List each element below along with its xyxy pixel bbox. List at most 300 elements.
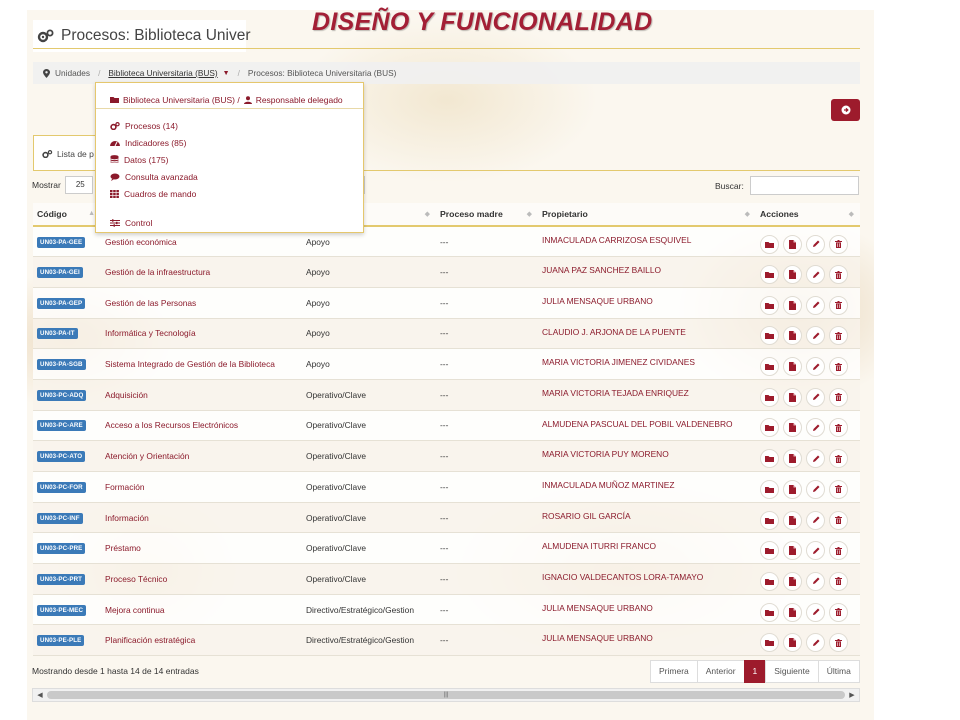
code-badge: UN03-PC-ADQ — [37, 390, 86, 401]
process-link[interactable]: Gestión de la infraestructura — [105, 267, 211, 278]
dropdown-items — [96, 109, 363, 231]
row-action-trash-button[interactable] — [829, 449, 848, 468]
code-badge: UN03-PC-FOR — [37, 482, 86, 493]
header-divider — [33, 48, 860, 49]
row-action-pencil-button[interactable] — [806, 480, 825, 499]
row-action-pencil-button[interactable] — [806, 388, 825, 407]
cell-actions — [756, 441, 860, 472]
row-action-pencil-button[interactable] — [806, 511, 825, 530]
cell-type: Operativo/Clave — [302, 441, 436, 472]
cell-type: Apoyo — [302, 226, 436, 257]
code-badge: UN03-PC-ARE — [37, 420, 86, 431]
code-badge: UN03-PC-PRT — [37, 574, 85, 585]
trash-icon — [835, 363, 842, 371]
trash-icon — [835, 577, 842, 585]
cell-parent: --- — [436, 441, 538, 472]
table-row — [33, 287, 860, 318]
code-badge: UN03-PC-INF — [37, 513, 83, 524]
pencil-icon — [812, 516, 820, 524]
row-action-trash-button[interactable] — [829, 541, 848, 560]
pencil-icon — [812, 271, 820, 279]
show-label: Mostrar — [32, 180, 61, 190]
row-action-file-button[interactable] — [783, 296, 802, 315]
process-link[interactable]: Proceso Técnico — [105, 573, 168, 584]
gears-icon — [42, 150, 53, 158]
pencil-icon — [812, 485, 820, 493]
cell-parent: --- — [436, 533, 538, 564]
cell-parent: --- — [436, 594, 538, 625]
dropdown-item-datos[interactable] — [96, 151, 363, 168]
row-action-file-button[interactable] — [783, 603, 802, 622]
cell-owner: ALMUDENA PASCUAL DEL POBIL VALDENEBRO — [538, 410, 756, 441]
trash-icon — [835, 301, 842, 309]
row-action-trash-button[interactable] — [829, 357, 848, 376]
row-action-file-button[interactable] — [783, 572, 802, 591]
cell-owner: CLAUDIO J. ARJONA DE LA PUENTE — [538, 318, 756, 349]
code-badge: UN03-PC-PRE — [37, 543, 85, 554]
row-actions — [760, 413, 860, 437]
file-icon — [789, 516, 796, 525]
table-row — [33, 379, 860, 410]
pencil-icon — [812, 577, 820, 585]
row-actions — [760, 444, 860, 468]
cell-type: Apoyo — [302, 257, 436, 288]
cell-type: Directivo/Estratégico/Gestion — [302, 625, 436, 656]
caret-down-icon[interactable]: ▼ — [222, 69, 230, 77]
code-badge: UN03-PA-SGB — [37, 359, 86, 370]
row-action-folder-button[interactable] — [760, 603, 779, 622]
cell-owner: INMACULADA CARRIZOSA ESQUIVEL — [538, 226, 756, 257]
row-action-folder-button[interactable] — [760, 511, 779, 530]
code-badge: UN03-PA-GEP — [37, 298, 85, 309]
process-link[interactable]: Atención y Orientación — [105, 451, 190, 462]
cell-actions — [756, 594, 860, 625]
trash-icon — [835, 332, 842, 340]
row-action-pencil-button[interactable] — [806, 296, 825, 315]
process-link[interactable]: Acceso a los Recursos Electrónicos — [105, 420, 239, 431]
cell-actions — [756, 257, 860, 288]
breadcrumb-separator: / — [237, 68, 240, 78]
page-title: Procesos: Biblioteca Univer — [61, 27, 251, 44]
folder-icon — [765, 547, 774, 554]
cell-owner: IGNACIO VALDECANTOS LORA-TAMAYO — [538, 564, 756, 595]
col-header-proceso-madre[interactable]: Proceso madre ◆ — [436, 203, 538, 226]
processes-table — [33, 203, 860, 656]
dropdown-item-consulta[interactable] — [96, 168, 363, 185]
cell-actions — [756, 318, 860, 349]
cell-type: Operativo/Clave — [302, 410, 436, 441]
row-action-pencil-button[interactable] — [806, 603, 825, 622]
cell-code — [33, 533, 101, 564]
dropdown-unit[interactable]: Biblioteca Universitaria (BUS) / — [123, 94, 240, 105]
process-link[interactable]: Mejora continua — [105, 604, 165, 615]
table-row — [33, 594, 860, 625]
search-control — [715, 176, 859, 195]
cell-name — [101, 379, 302, 410]
search-label: Buscar: — [715, 180, 744, 191]
sort-icon: ◆ — [744, 211, 750, 218]
database-icon — [110, 155, 119, 164]
cell-parent: --- — [436, 472, 538, 503]
row-action-trash-button[interactable] — [829, 511, 848, 530]
cell-owner: JULIA MENSAQUE URBANO — [538, 287, 756, 318]
dropdown-item-procesos[interactable] — [96, 117, 363, 134]
trash-icon — [835, 547, 842, 555]
row-action-pencil-button[interactable] — [806, 418, 825, 437]
cell-actions — [756, 472, 860, 503]
folder-icon — [765, 302, 774, 309]
row-action-pencil-button[interactable] — [806, 235, 825, 254]
scroll-thumb[interactable]: ||| — [47, 691, 845, 699]
breadcrumb-unit-dropdown[interactable]: Biblioteca Universitaria (BUS) — [108, 68, 218, 78]
cell-name — [101, 594, 302, 625]
code-badge: UN03-PC-ATO — [37, 451, 85, 462]
cell-name — [101, 502, 302, 533]
code-badge: UN03-PE-PLE — [37, 635, 84, 646]
row-actions — [760, 291, 860, 315]
table-row — [33, 257, 860, 288]
process-link[interactable]: Gestión económica — [105, 236, 177, 247]
dashboard-icon — [110, 139, 120, 147]
row-action-pencil-button[interactable] — [806, 265, 825, 284]
row-action-folder-button[interactable] — [760, 633, 779, 652]
dropdown-item-label: Indicadores (85) — [125, 137, 187, 148]
row-action-file-button[interactable] — [783, 265, 802, 284]
row-action-folder-button[interactable] — [760, 388, 779, 407]
sort-icon: ▲ — [88, 210, 95, 217]
sort-icon: ◆ — [424, 211, 430, 218]
cell-code — [33, 287, 101, 318]
row-action-folder-button[interactable] — [760, 449, 779, 468]
tab-label: Lista de p — [57, 148, 94, 159]
trash-icon — [835, 608, 842, 616]
row-actions — [760, 383, 860, 407]
cell-owner: MARIA VICTORIA PUY MORENO — [538, 441, 756, 472]
cell-code — [33, 226, 101, 257]
table-row — [33, 410, 860, 441]
process-link[interactable]: Planificación estratégica — [105, 635, 196, 646]
cell-actions — [756, 379, 860, 410]
folder-icon — [110, 96, 119, 103]
pencil-icon — [812, 639, 820, 647]
cell-actions — [756, 502, 860, 533]
trash-icon — [835, 516, 842, 524]
pagination — [651, 660, 860, 683]
cell-code — [33, 257, 101, 288]
file-icon — [789, 423, 796, 432]
cell-parent: --- — [436, 349, 538, 380]
cell-owner: ALMUDENA ITURRI FRANCO — [538, 533, 756, 564]
row-action-pencil-button[interactable] — [806, 357, 825, 376]
row-actions — [760, 321, 860, 345]
sort-icon: ◆ — [526, 211, 532, 218]
row-action-pencil-button[interactable] — [806, 449, 825, 468]
cell-type: Directivo/Estratégico/Gestion — [302, 594, 436, 625]
folder-icon — [765, 609, 774, 616]
pager-first[interactable]: Primera — [650, 660, 698, 683]
folder-icon — [765, 394, 774, 401]
row-action-folder-button[interactable] — [760, 265, 779, 284]
cell-parent: --- — [436, 502, 538, 533]
cell-actions — [756, 226, 860, 257]
file-icon — [789, 608, 796, 617]
table-row — [33, 502, 860, 533]
cell-type: Operativo/Clave — [302, 502, 436, 533]
cell-name — [101, 349, 302, 380]
cell-code — [33, 625, 101, 656]
table-row — [33, 441, 860, 472]
dropdown-item-label: Control — [125, 217, 153, 228]
cell-parent: --- — [436, 410, 538, 441]
scroll-right-arrow-icon[interactable]: ▶ — [849, 692, 855, 699]
file-icon — [789, 301, 796, 310]
col-header-codigo[interactable]: Código ▲ — [33, 203, 101, 226]
file-icon — [789, 577, 796, 586]
cell-name — [101, 257, 302, 288]
row-action-file-button[interactable] — [783, 541, 802, 560]
cell-parent: --- — [436, 287, 538, 318]
row-action-trash-button[interactable] — [829, 572, 848, 591]
pencil-icon — [812, 424, 820, 432]
trash-icon — [835, 455, 842, 463]
row-action-trash-button[interactable] — [829, 480, 848, 499]
table-row — [33, 349, 860, 380]
table-row — [33, 533, 860, 564]
row-action-trash-button[interactable] — [829, 265, 848, 284]
pencil-icon — [812, 393, 820, 401]
grid-icon — [110, 190, 119, 198]
file-icon — [789, 454, 796, 463]
table-row — [33, 318, 860, 349]
cell-type: Apoyo — [302, 349, 436, 380]
process-link[interactable]: Sistema Integrado de Gestión de la Biblioteca — [105, 359, 275, 370]
cell-type: Apoyo — [302, 287, 436, 318]
cell-code — [33, 472, 101, 503]
folder-icon — [765, 517, 774, 524]
dropdown-item-control[interactable] — [96, 214, 363, 231]
cell-name — [101, 533, 302, 564]
cell-parent: --- — [436, 379, 538, 410]
scroll-left-arrow-icon[interactable]: ◀ — [37, 692, 43, 699]
file-icon — [789, 393, 796, 402]
cell-parent: --- — [436, 226, 538, 257]
row-actions — [760, 475, 860, 499]
pencil-icon — [812, 608, 820, 616]
cell-type: Operativo/Clave — [302, 379, 436, 410]
cell-code — [33, 349, 101, 380]
page-size-select[interactable]: 25 — [65, 176, 93, 194]
sort-icon: ◆ — [848, 211, 854, 218]
breadcrumb-current: Procesos: Biblioteca Universitaria (BUS) — [247, 68, 397, 78]
folder-icon — [765, 241, 774, 248]
process-link[interactable]: Préstamo — [105, 543, 141, 554]
dropdown-item-indicadores[interactable] — [96, 134, 363, 151]
cell-type: Operativo/Clave — [302, 472, 436, 503]
row-actions — [760, 536, 860, 560]
trash-icon — [835, 424, 842, 432]
pager-last[interactable]: Última — [818, 660, 860, 683]
table-body — [33, 226, 860, 656]
code-badge: UN03-PE-MEC — [37, 605, 86, 616]
row-action-pencil-button[interactable] — [806, 541, 825, 560]
cell-owner: INMACULADA MUÑOZ MARTINEZ — [538, 472, 756, 503]
table-row — [33, 625, 860, 656]
process-link[interactable]: Información — [105, 512, 149, 523]
process-link[interactable]: Formación — [105, 481, 145, 492]
file-icon — [789, 331, 796, 340]
row-action-pencil-button[interactable] — [806, 633, 825, 652]
row-action-file-button[interactable] — [783, 480, 802, 499]
row-action-file-button[interactable] — [783, 388, 802, 407]
gears-icon — [37, 29, 54, 43]
pencil-icon — [812, 240, 820, 248]
row-action-file-button[interactable] — [783, 418, 802, 437]
cell-parent: --- — [436, 318, 538, 349]
pencil-icon — [812, 455, 820, 463]
cell-name — [101, 318, 302, 349]
process-link[interactable]: Gestión de las Personas — [105, 297, 197, 308]
cell-parent: --- — [436, 625, 538, 656]
cell-parent: --- — [436, 257, 538, 288]
file-icon — [789, 546, 796, 555]
row-action-trash-button[interactable] — [829, 296, 848, 315]
cell-actions — [756, 287, 860, 318]
row-action-folder-button[interactable] — [760, 235, 779, 254]
file-icon — [789, 270, 796, 279]
row-action-folder-button[interactable] — [760, 418, 779, 437]
row-action-pencil-button[interactable] — [806, 572, 825, 591]
row-action-trash-button[interactable] — [829, 235, 848, 254]
cell-code — [33, 410, 101, 441]
pencil-icon — [812, 332, 820, 340]
cell-parent: --- — [436, 564, 538, 595]
cell-code — [33, 318, 101, 349]
comment-icon — [110, 173, 120, 181]
folder-icon — [765, 332, 774, 339]
cell-code — [33, 379, 101, 410]
row-action-file-button[interactable] — [783, 511, 802, 530]
cell-owner: MARIA VICTORIA TEJADA ENRIQUEZ — [538, 379, 756, 410]
breadcrumb-home[interactable]: Unidades — [55, 68, 91, 78]
cell-code — [33, 564, 101, 595]
row-action-trash-button[interactable] — [829, 326, 848, 345]
row-action-file-button[interactable] — [783, 235, 802, 254]
trash-icon — [835, 639, 842, 647]
dropdown-item-label: Consulta avanzada — [125, 171, 198, 182]
folder-icon — [765, 424, 774, 431]
overlay-title: DISEÑO Y FUNCIONALIDAD — [312, 8, 653, 36]
folder-icon — [765, 271, 774, 278]
row-action-file-button[interactable] — [783, 357, 802, 376]
breadcrumb — [33, 62, 860, 84]
cell-actions — [756, 349, 860, 380]
col-header-propietario[interactable]: Propietario ◆ — [538, 203, 756, 226]
dropdown-item-cuadros[interactable] — [96, 185, 363, 202]
trash-icon — [835, 393, 842, 401]
row-action-file-button[interactable] — [783, 449, 802, 468]
pager-next[interactable]: Siguiente — [765, 660, 818, 683]
pencil-icon — [812, 301, 820, 309]
dropdown-spacer — [96, 202, 363, 214]
dropdown-role: Responsable delegado — [255, 94, 343, 105]
row-action-trash-button[interactable] — [829, 603, 848, 622]
cell-type: Operativo/Clave — [302, 533, 436, 564]
cell-owner: JULIA MENSAQUE URBANO — [538, 625, 756, 656]
pager-previous[interactable]: Anterior — [697, 660, 745, 683]
file-icon — [789, 240, 796, 249]
row-action-pencil-button[interactable] — [806, 326, 825, 345]
row-action-trash-button[interactable] — [829, 418, 848, 437]
process-link[interactable]: Informática y Tecnología — [105, 328, 196, 339]
code-badge: UN03-PA-GEI — [37, 267, 83, 278]
cell-type: Apoyo — [302, 318, 436, 349]
code-badge: UN03-PA-IT — [37, 328, 78, 339]
sliders-icon — [110, 219, 120, 227]
dropdown-item-label: Datos (175) — [124, 154, 169, 165]
process-link[interactable]: Adquisición — [105, 389, 148, 400]
file-icon — [789, 638, 796, 647]
cell-name — [101, 287, 302, 318]
row-action-trash-button[interactable] — [829, 633, 848, 652]
table-row — [33, 472, 860, 503]
page-size-control — [32, 176, 93, 194]
go-button[interactable] — [831, 99, 860, 121]
row-actions — [760, 628, 860, 652]
horizontal-scrollbar[interactable] — [32, 688, 860, 702]
user-icon — [244, 96, 252, 104]
folder-icon — [765, 455, 774, 462]
map-marker-icon — [43, 69, 50, 78]
row-actions — [760, 352, 860, 376]
cell-actions — [756, 625, 860, 656]
col-header-acciones[interactable]: Acciones ◆ — [756, 203, 860, 226]
cell-name — [101, 564, 302, 595]
cell-code — [33, 441, 101, 472]
search-input[interactable] — [750, 176, 859, 195]
cell-owner: JULIA MENSAQUE URBANO — [538, 594, 756, 625]
cell-name — [101, 410, 302, 441]
row-action-folder-button[interactable] — [760, 326, 779, 345]
gears-icon — [110, 122, 120, 130]
cell-actions — [756, 564, 860, 595]
row-action-folder-button[interactable] — [760, 480, 779, 499]
dropdown-header — [96, 83, 363, 109]
cell-owner: ROSARIO GIL GARCÍA — [538, 502, 756, 533]
cell-code — [33, 502, 101, 533]
row-actions — [760, 598, 860, 622]
row-action-trash-button[interactable] — [829, 388, 848, 407]
row-action-file-button[interactable] — [783, 633, 802, 652]
app-screenshot — [27, 10, 874, 720]
dropdown-item-label: Procesos (14) — [125, 120, 178, 131]
cell-actions — [756, 533, 860, 564]
row-action-file-button[interactable] — [783, 326, 802, 345]
cell-owner: MARIA VICTORIA JIMENEZ CIVIDANES — [538, 349, 756, 380]
code-badge: UN03-PA-GEE — [37, 237, 85, 248]
pager-page-1[interactable]: 1 — [744, 660, 767, 683]
row-actions — [760, 567, 860, 591]
pencil-icon — [812, 547, 820, 555]
entries-info: Mostrando desde 1 hasta 14 de 14 entradas — [32, 666, 199, 676]
unit-dropdown-menu — [95, 82, 364, 233]
row-action-folder-button[interactable] — [760, 296, 779, 315]
row-action-folder-button[interactable] — [760, 572, 779, 591]
row-action-folder-button[interactable] — [760, 541, 779, 560]
cell-name — [101, 472, 302, 503]
trash-icon — [835, 271, 842, 279]
row-action-folder-button[interactable] — [760, 357, 779, 376]
cell-owner: JUANA PAZ SANCHEZ BAILLO — [538, 257, 756, 288]
